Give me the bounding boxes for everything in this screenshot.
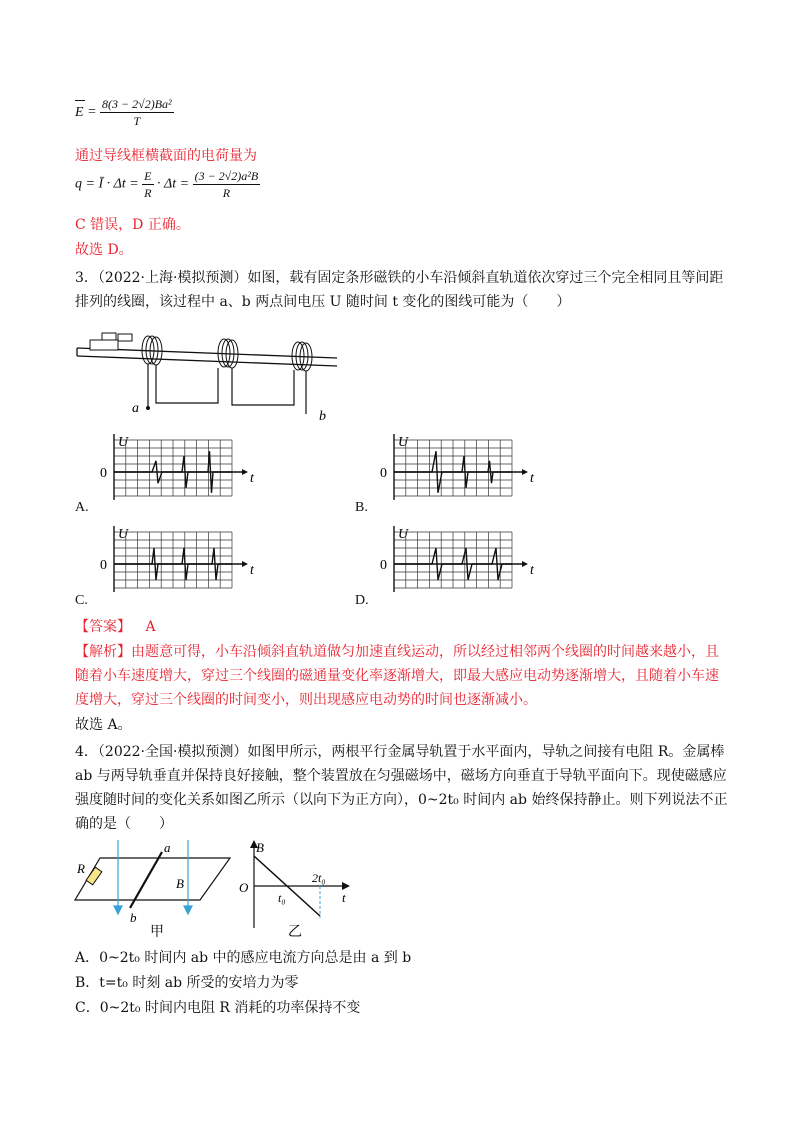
graph-t-label: t — [250, 563, 254, 578]
emf-formula — [75, 96, 174, 129]
cd-result: C 错误，D 正确。 — [75, 217, 190, 233]
analysis-line3: 度增大，穿过三个线圈的时间变小，则出现感应电动势的时间也逐渐减小。 — [75, 692, 537, 708]
conclusion-d: 故选 D。 — [75, 242, 133, 258]
graph-origin-label: O — [239, 880, 249, 895]
frac1-num: E — [144, 169, 152, 183]
option-c-label: C. — [75, 593, 88, 608]
point-b-label: b — [319, 409, 326, 424]
frac1-den: R — [144, 186, 152, 200]
graph-zero-label: 0 — [380, 558, 387, 573]
frac2-den: R — [222, 186, 231, 200]
charge-frac-1 — [142, 168, 153, 201]
charge-lhs: q = Ī · Δt = — [75, 176, 139, 192]
graph-option-b — [372, 432, 532, 504]
graph-t0-label: t₀ — [278, 891, 286, 905]
cart-icon — [90, 340, 118, 350]
q4-option-b: B．t=t₀ 时刻 ab 所受的安培力为零 — [75, 975, 299, 991]
q3-conclusion: 故选 A。 — [75, 717, 132, 733]
b-t-graph-yi — [228, 838, 358, 938]
graph-option-c — [92, 524, 252, 596]
charge-frac-2 — [193, 168, 261, 201]
graph-2t0-label: 2t₀ — [312, 871, 326, 885]
q4-option-a: A．0~2t₀ 时间内 ab 中的感应电流方向总是由 a 到 b — [75, 950, 412, 966]
graph-u-label: U — [118, 527, 129, 542]
analysis-label: 【解析】 — [75, 644, 131, 660]
q3-text-line2: 排列的线圈，该过程中 a、b 两点间电压 U 随时间 t 变化的图线可能为（ ） — [75, 294, 571, 310]
q4-text-line2: ab 与两导轨垂直并保持良好接触，整个装置放在匀强磁场中，磁场方向垂直于导轨平面向下。现使磁感应 — [75, 768, 727, 784]
equals-sign: = — [87, 104, 97, 120]
graph-t-axis-label: t — [342, 890, 346, 905]
charge-intro: 通过导线框横截面的电荷量为 — [75, 148, 257, 164]
frac2-num: (3 − 2√2)a²B — [194, 169, 259, 183]
graph-b-axis-label: B — [256, 840, 264, 855]
graph-zero-label: 0 — [100, 466, 107, 481]
rod-b-label: b — [130, 910, 137, 925]
graph-option-a — [92, 432, 252, 504]
graph-zero-label: 0 — [380, 466, 387, 481]
graph-t-label: t — [530, 563, 534, 578]
q3-text-line1: 3．（2022·上海·模拟预测）如图，载有固定条形磁铁的小车沿倾斜直轨道依次穿过三个完全相同且等间距 — [75, 270, 724, 286]
graph-t-label: t — [530, 471, 534, 486]
option-b-label: B. — [355, 500, 368, 515]
analysis-line2: 随着小车速度增大，穿过三个线圈的磁通量变化率逐渐增大，即最大感应电动势逐渐增大，且随着小车速 — [75, 668, 719, 684]
field-b-label: B — [176, 876, 184, 891]
graph-option-d — [372, 524, 532, 596]
charge-mid: · Δt = — [157, 176, 190, 192]
graph-u-label: U — [398, 527, 409, 542]
option-a-label: A. — [75, 500, 89, 515]
point-a-label: a — [132, 401, 139, 416]
option-d-label: D. — [355, 593, 369, 608]
graph-t-label: t — [250, 471, 254, 486]
resistor-icon — [86, 867, 102, 885]
q4-text-line3: 强度随时间的变化关系如图乙所示（以向下为正方向），0~2t₀ 时间内 ab 始终保持静止。则下列说法不正 — [75, 792, 728, 808]
charge-formula — [75, 168, 260, 201]
answer-label: 【答案】 — [75, 619, 131, 635]
q4-option-c: C．0~2t₀ 时间内电阻 R 消耗的功率保持不变 — [75, 1000, 361, 1016]
graph-u-label: U — [398, 435, 409, 450]
track-coil-figure — [72, 318, 352, 428]
q4-text-line1: 4．（2022·全国·模拟预测）如图甲所示，两根平行金属导轨置于水平面内，导轨之间接有电阻 R。金属棒 — [75, 744, 725, 760]
figure-yi-label: 乙 — [288, 924, 302, 940]
analysis-text-1: 由题意可得，小车沿倾斜直轨道做匀加速直线运动，所以经过相邻两个线圈的时间越来越小，且 — [131, 644, 719, 660]
answer — [75, 617, 156, 637]
graph-u-label: U — [118, 435, 129, 450]
rail-figure-jia — [70, 838, 240, 938]
answer-value: A — [145, 619, 156, 635]
figure-jia-label: 甲 — [150, 924, 164, 940]
emf-symbol: E — [75, 105, 84, 120]
magnet-icon — [102, 333, 116, 340]
rod-a-label: a — [164, 840, 171, 855]
analysis-line1 — [75, 642, 719, 662]
emf-denominator: T — [133, 114, 141, 128]
q4-text-line4: 确的是（ ） — [75, 816, 173, 832]
emf-fraction — [100, 96, 174, 129]
graph-zero-label: 0 — [100, 558, 107, 573]
emf-numerator: 8(3 − 2√2)Ba² — [102, 97, 172, 111]
resistor-label: R — [77, 861, 85, 876]
